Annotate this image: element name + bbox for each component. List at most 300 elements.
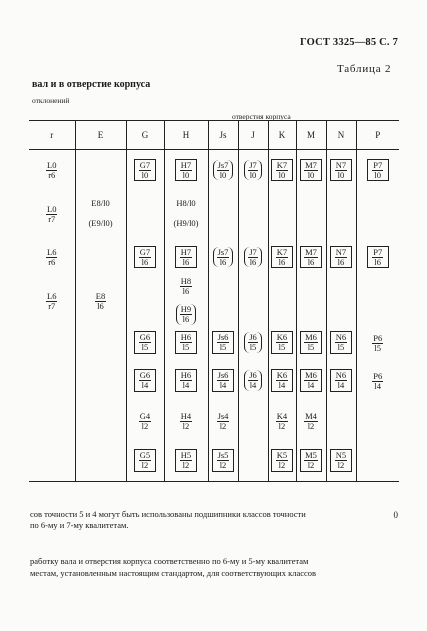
table-cell xyxy=(29,150,75,191)
fit-designation: (H9/l0) xyxy=(173,217,199,228)
preferred-fit-box xyxy=(175,449,197,472)
fit-hole-tolerance: K7 xyxy=(276,246,288,257)
fit-fraction xyxy=(217,412,230,431)
preferred-fit-box xyxy=(271,159,293,182)
column-header-p: P xyxy=(356,121,399,150)
table-cell xyxy=(75,361,126,401)
table-cell xyxy=(356,441,399,482)
table-row xyxy=(29,325,399,361)
table-cell xyxy=(208,361,238,401)
table-cell xyxy=(208,277,238,325)
table-cell xyxy=(126,237,164,277)
fit-fraction xyxy=(304,412,318,431)
fit-fraction xyxy=(304,451,318,470)
table-subtitle: вал и в отверстие корпуса xyxy=(32,79,151,90)
fit-fraction xyxy=(335,333,347,352)
fit-shaft-tolerance: l6 xyxy=(307,256,315,267)
table-cell xyxy=(296,150,326,191)
table-cell xyxy=(268,441,296,482)
fit-hole-tolerance: H4 xyxy=(180,410,192,421)
table-cell xyxy=(208,401,238,441)
column-header-e: E xyxy=(75,121,126,150)
fit-hole-tolerance: Js6 xyxy=(217,370,229,381)
table-cell xyxy=(238,441,268,482)
fit-fraction xyxy=(276,371,288,390)
table-cell xyxy=(164,441,208,482)
table-cell xyxy=(356,325,399,361)
fit-fraction xyxy=(372,161,383,180)
preferred-fit-box xyxy=(175,159,197,182)
preferred-fit-box xyxy=(271,369,293,392)
fit-fraction xyxy=(180,161,192,180)
fit-fraction xyxy=(248,161,258,180)
column-header-n: N xyxy=(326,121,356,150)
column-header-k: K xyxy=(268,121,296,150)
table-row xyxy=(29,150,399,191)
fit-shaft-tolerance: l6 xyxy=(141,256,149,267)
fit-hole-tolerance: G7 xyxy=(139,246,151,257)
fit-fraction xyxy=(180,412,192,431)
document-reference: ГОСТ 3325—85 С. 7 xyxy=(300,37,399,48)
table-cell xyxy=(356,150,399,191)
fit-fraction xyxy=(180,277,192,296)
fit-fraction xyxy=(180,305,192,324)
table-row xyxy=(29,361,399,401)
preferred-fit-box xyxy=(330,246,352,269)
fit-hole-tolerance: J6 xyxy=(249,370,257,381)
table-cell xyxy=(296,237,326,277)
fit-shaft-tolerance: l6 xyxy=(249,256,257,267)
table-cell xyxy=(29,325,75,361)
fit-shaft-tolerance: l2 xyxy=(182,420,190,431)
column-header-r: r xyxy=(29,121,75,150)
table-cell xyxy=(268,190,296,237)
fit-fraction xyxy=(217,333,230,352)
optional-fit-brackets xyxy=(244,332,262,353)
fit-hole-tolerance: J6 xyxy=(249,332,257,343)
fit-hole-tolerance: Js6 xyxy=(217,332,229,343)
preferred-fit-box xyxy=(300,246,322,269)
table-cell xyxy=(29,277,75,325)
fit-shaft-tolerance: l4 xyxy=(374,380,382,391)
fit-fraction xyxy=(304,248,318,267)
fit-hole-tolerance: K4 xyxy=(276,410,288,421)
table-cell xyxy=(296,401,326,441)
fit-shaft-tolerance: l0 xyxy=(374,169,382,180)
preferred-fit-box xyxy=(271,449,293,472)
note-line-1: сов точности 5 и 4 могут быть использованы подшипники классов точности xyxy=(30,509,306,519)
table-cell xyxy=(268,237,296,277)
fit-shaft-tolerance: l2 xyxy=(278,460,286,471)
preferred-fit-box xyxy=(134,449,156,472)
table-cell xyxy=(29,361,75,401)
fit-fraction xyxy=(139,451,151,470)
table-cell xyxy=(326,277,356,325)
fit-hole-tolerance: L6 xyxy=(47,290,57,301)
note-paragraph-2 xyxy=(30,556,400,580)
table-cell xyxy=(356,361,399,401)
table-cell xyxy=(238,325,268,361)
fit-shaft-tolerance: l6 xyxy=(182,256,190,267)
fit-hole-tolerance: H8 xyxy=(180,276,192,286)
fit-fraction xyxy=(217,161,230,180)
preferred-fit-box xyxy=(271,246,293,269)
fit-shaft-tolerance: l6 xyxy=(278,256,286,267)
fit-fraction xyxy=(335,161,347,180)
fit-fraction xyxy=(304,161,318,180)
fit-fraction xyxy=(95,292,106,311)
fit-hole-tolerance: M7 xyxy=(305,159,317,170)
fit-hole-tolerance: M5 xyxy=(305,450,317,461)
fit-fraction xyxy=(217,371,230,390)
fit-hole-tolerance: Js7 xyxy=(217,246,229,257)
fit-hole-tolerance: N5 xyxy=(335,450,347,461)
fit-fraction xyxy=(372,334,383,353)
fit-shaft-tolerance: l6 xyxy=(219,256,227,267)
fit-fraction xyxy=(139,333,151,352)
preferred-fit-box xyxy=(330,369,352,392)
fit-hole-tolerance: M6 xyxy=(305,332,317,343)
table-row xyxy=(29,190,399,237)
table-body xyxy=(29,150,399,482)
table-cell xyxy=(296,361,326,401)
fit-shaft-tolerance: l0 xyxy=(307,169,315,180)
table-cell xyxy=(29,401,75,441)
table-column-header-row xyxy=(29,121,399,150)
note-para2-line-2: местам, установленным настоящим стандартом, для соответствующих классов xyxy=(30,567,317,578)
column-header-js: Js xyxy=(208,121,238,150)
fit-shaft-tolerance: l2 xyxy=(141,420,149,431)
fit-designation: (E9/l0) xyxy=(88,217,113,228)
fit-shaft-tolerance: l0 xyxy=(278,169,286,180)
fit-fraction xyxy=(372,372,383,391)
table-cell xyxy=(268,361,296,401)
fit-hole-tolerance: M6 xyxy=(305,370,317,381)
fit-hole-tolerance: L6 xyxy=(47,247,57,258)
fit-hole-tolerance: M4 xyxy=(305,410,317,421)
table-cell xyxy=(208,441,238,482)
table-cell xyxy=(75,150,126,191)
fit-hole-tolerance: H7 xyxy=(180,159,192,170)
preferred-fit-box xyxy=(134,369,156,392)
fit-fraction xyxy=(139,412,151,431)
optional-fit-brackets xyxy=(213,247,234,268)
fit-hole-tolerance: M7 xyxy=(305,246,317,257)
table-cell xyxy=(268,150,296,191)
fit-fraction xyxy=(217,451,230,470)
fit-fraction xyxy=(248,371,258,390)
table-label: Таблица 2 xyxy=(337,63,392,75)
fit-hole-tolerance: N7 xyxy=(335,159,347,170)
preferred-fit-box xyxy=(212,369,234,392)
note-line-2: по 6-му и 7-му квалитетам. xyxy=(30,520,129,531)
fit-hole-tolerance: G6 xyxy=(139,370,151,381)
fit-shaft-tolerance: l5 xyxy=(141,342,149,353)
fit-shaft-tolerance: l4 xyxy=(337,380,345,391)
table-cell xyxy=(268,401,296,441)
fit-fraction xyxy=(276,412,288,431)
fit-fraction xyxy=(46,205,57,224)
preferred-fit-box xyxy=(175,369,197,392)
fit-shaft-tolerance: l0 xyxy=(141,169,149,180)
fit-shaft-tolerance: l5 xyxy=(249,342,257,353)
fit-shaft-tolerance: l6 xyxy=(182,285,190,296)
fit-shaft-tolerance: l6 xyxy=(337,256,345,267)
table-cell xyxy=(238,190,268,237)
table-cell xyxy=(208,325,238,361)
table-cell xyxy=(356,401,399,441)
fit-fraction xyxy=(304,371,318,390)
fit-shaft-tolerance: l2 xyxy=(182,460,190,471)
table-cell xyxy=(296,441,326,482)
fit-shaft-tolerance: l2 xyxy=(307,420,315,431)
fit-fraction xyxy=(335,371,347,390)
fit-shaft-tolerance: l4 xyxy=(219,380,227,391)
fit-shaft-tolerance: l5 xyxy=(337,342,345,353)
table-cell xyxy=(164,401,208,441)
table-cell xyxy=(75,325,126,361)
fit-fraction xyxy=(335,248,347,267)
optional-fit-brackets xyxy=(244,370,262,391)
note-line-1-tail: 0 xyxy=(393,510,398,520)
preferred-fit-box xyxy=(300,159,322,182)
fit-shaft-tolerance: r7 xyxy=(48,300,56,311)
table-cell xyxy=(238,277,268,325)
fit-fraction xyxy=(276,451,288,470)
fit-shaft-tolerance: l5 xyxy=(307,342,315,353)
fit-hole-tolerance: Js7 xyxy=(217,159,229,170)
fit-hole-tolerance: H5 xyxy=(180,450,192,461)
fit-shaft-tolerance: l4 xyxy=(182,380,190,391)
fit-fraction xyxy=(139,371,151,390)
fit-shaft-tolerance: l0 xyxy=(182,169,190,180)
table-cell xyxy=(29,237,75,277)
preferred-fit-box xyxy=(212,449,234,472)
fit-hole-tolerance: K7 xyxy=(276,159,288,170)
fit-hole-tolerance: G6 xyxy=(139,332,151,343)
fit-hole-tolerance: G4 xyxy=(139,410,151,421)
table-cell xyxy=(326,441,356,482)
optional-fit-brackets xyxy=(176,304,196,325)
fit-shaft-tolerance: l0 xyxy=(337,169,345,180)
fit-hole-tolerance: K6 xyxy=(276,370,288,381)
fit-shaft-tolerance: l0 xyxy=(249,169,257,180)
preferred-fit-box xyxy=(300,331,322,354)
preferred-fit-box xyxy=(300,449,322,472)
fit-hole-tolerance: K5 xyxy=(276,450,288,461)
fit-fraction xyxy=(248,248,258,267)
table-cell xyxy=(326,237,356,277)
fit-shaft-tolerance: l4 xyxy=(307,380,315,391)
table-cell xyxy=(126,325,164,361)
fit-shaft-tolerance: l6 xyxy=(97,300,104,311)
fit-shaft-tolerance: l0 xyxy=(219,169,227,180)
fit-fraction xyxy=(180,248,192,267)
table-row xyxy=(29,277,399,325)
table-cell xyxy=(164,361,208,401)
note-paragraph-1 xyxy=(30,509,400,532)
fit-shaft-tolerance: l5 xyxy=(182,342,190,353)
table-cell xyxy=(208,190,238,237)
table-cell xyxy=(356,277,399,325)
fit-shaft-tolerance: l2 xyxy=(219,460,227,471)
table-cell xyxy=(29,190,75,237)
column-header-g: G xyxy=(126,121,164,150)
fit-shaft-tolerance: l6 xyxy=(182,313,190,324)
table-cell xyxy=(164,190,208,237)
fit-fraction xyxy=(276,161,288,180)
fit-fraction xyxy=(276,333,288,352)
fits-table xyxy=(29,91,399,482)
fit-hole-tolerance: H7 xyxy=(180,246,192,257)
table-cell xyxy=(268,277,296,325)
optional-fit-brackets xyxy=(244,160,262,181)
table-cell xyxy=(75,277,126,325)
fit-shaft-tolerance: l4 xyxy=(249,380,257,391)
fit-shaft-tolerance: l2 xyxy=(307,460,315,471)
fit-fraction xyxy=(276,248,288,267)
fit-hole-tolerance: L0 xyxy=(47,203,57,214)
table-cell xyxy=(356,237,399,277)
fit-shaft-tolerance: l5 xyxy=(374,342,382,353)
fit-shaft-tolerance: l6 xyxy=(374,256,382,267)
fit-hole-tolerance: N6 xyxy=(335,332,347,343)
fit-shaft-tolerance: l2 xyxy=(141,460,149,471)
table-cell xyxy=(296,190,326,237)
fit-shaft-tolerance: l4 xyxy=(278,380,286,391)
deviations-label: отклонений xyxy=(32,96,70,105)
fit-hole-tolerance: P6 xyxy=(373,332,383,343)
preferred-fit-box xyxy=(134,331,156,354)
table-cell xyxy=(326,150,356,191)
fit-hole-tolerance: H6 xyxy=(180,332,192,343)
fit-hole-tolerance: N6 xyxy=(335,370,347,381)
fit-hole-tolerance: J7 xyxy=(249,246,257,257)
table-cell xyxy=(164,237,208,277)
fit-hole-tolerance: G5 xyxy=(139,450,151,461)
table-cell xyxy=(296,325,326,361)
table-cell xyxy=(238,401,268,441)
table-cell xyxy=(326,401,356,441)
table-cell xyxy=(75,190,126,237)
table-group-header-row xyxy=(29,91,399,121)
fit-shaft-tolerance: l4 xyxy=(141,380,149,391)
fit-hole-tolerance: E8 xyxy=(95,290,106,301)
fit-stack xyxy=(165,277,208,325)
preferred-fit-box xyxy=(134,246,156,269)
fit-designation: H8/l0 xyxy=(176,198,196,209)
fit-hole-tolerance: H6 xyxy=(180,370,192,381)
fit-shaft-tolerance: l5 xyxy=(278,342,286,353)
fit-fraction xyxy=(217,248,230,267)
table-cell xyxy=(164,150,208,191)
table-cell xyxy=(126,277,164,325)
table-cell xyxy=(164,277,208,325)
preferred-fit-box xyxy=(330,331,352,354)
fit-hole-tolerance: Js5 xyxy=(217,450,229,461)
fit-shaft-tolerance: l2 xyxy=(337,460,345,471)
fit-shaft-tolerance: r7 xyxy=(48,213,56,224)
fit-fraction xyxy=(248,333,258,352)
table-cell xyxy=(126,150,164,191)
fit-fraction xyxy=(180,371,192,390)
fit-fraction xyxy=(180,333,192,352)
preferred-fit-box xyxy=(134,159,156,182)
preferred-fit-box xyxy=(367,246,389,269)
table-cell xyxy=(238,361,268,401)
fit-hole-tolerance: J7 xyxy=(249,159,257,170)
fit-hole-tolerance: G7 xyxy=(139,159,151,170)
fit-hole-tolerance: P6 xyxy=(373,370,383,381)
fit-fraction xyxy=(180,451,192,470)
table-cell xyxy=(126,361,164,401)
hole-group-label: отверстия корпуса xyxy=(232,112,291,121)
preferred-fit-box xyxy=(330,449,352,472)
table-cell xyxy=(238,150,268,191)
fit-fraction xyxy=(46,161,57,180)
table-cell xyxy=(29,441,75,482)
table-row xyxy=(29,441,399,482)
fit-fraction xyxy=(335,451,347,470)
table-cell xyxy=(75,237,126,277)
table-cell xyxy=(326,325,356,361)
preferred-fit-box xyxy=(300,369,322,392)
column-header-h: H xyxy=(164,121,208,150)
preferred-fit-box xyxy=(175,331,197,354)
fit-designation: E8/l0 xyxy=(91,198,110,209)
table-cell xyxy=(296,277,326,325)
fit-fraction xyxy=(139,248,151,267)
column-header-m: M xyxy=(296,121,326,150)
table-cell xyxy=(75,401,126,441)
preferred-fit-box xyxy=(367,159,389,182)
fit-shaft-tolerance: r6 xyxy=(48,257,56,267)
fit-hole-tolerance: H9 xyxy=(180,303,192,314)
table-cell xyxy=(164,325,208,361)
fit-shaft-tolerance: l2 xyxy=(219,420,227,431)
fit-shaft-tolerance: l2 xyxy=(278,420,286,431)
table-row xyxy=(29,237,399,277)
table-cell xyxy=(208,150,238,191)
table-cell xyxy=(356,190,399,237)
fit-shaft-tolerance: r6 xyxy=(48,170,56,180)
preferred-fit-box xyxy=(212,331,234,354)
table-cell xyxy=(126,190,164,237)
table-cell xyxy=(126,441,164,482)
optional-fit-brackets xyxy=(244,247,262,268)
table-cell xyxy=(326,190,356,237)
note-para2-line-1: работку вала и отверстия корпуса соответственно по 6-му и 5-му квалитетам xyxy=(30,556,309,566)
fit-hole-tolerance: P7 xyxy=(373,246,383,257)
fit-hole-tolerance: Js4 xyxy=(217,410,229,421)
optional-fit-brackets xyxy=(213,160,234,181)
fit-hole-tolerance: L0 xyxy=(47,160,57,171)
fit-hole-tolerance: N7 xyxy=(335,246,347,257)
table-row xyxy=(29,401,399,441)
table-cell xyxy=(238,237,268,277)
table-cell xyxy=(268,325,296,361)
preferred-fit-box xyxy=(271,331,293,354)
fit-shaft-tolerance: l5 xyxy=(219,342,227,353)
fit-fraction xyxy=(46,292,57,311)
fit-hole-tolerance: P7 xyxy=(373,159,383,170)
fit-fraction xyxy=(372,248,383,267)
fit-fraction xyxy=(304,333,318,352)
table-cell xyxy=(208,237,238,277)
fit-hole-tolerance: K6 xyxy=(276,332,288,343)
preferred-fit-box xyxy=(175,246,197,269)
table-cell xyxy=(126,401,164,441)
